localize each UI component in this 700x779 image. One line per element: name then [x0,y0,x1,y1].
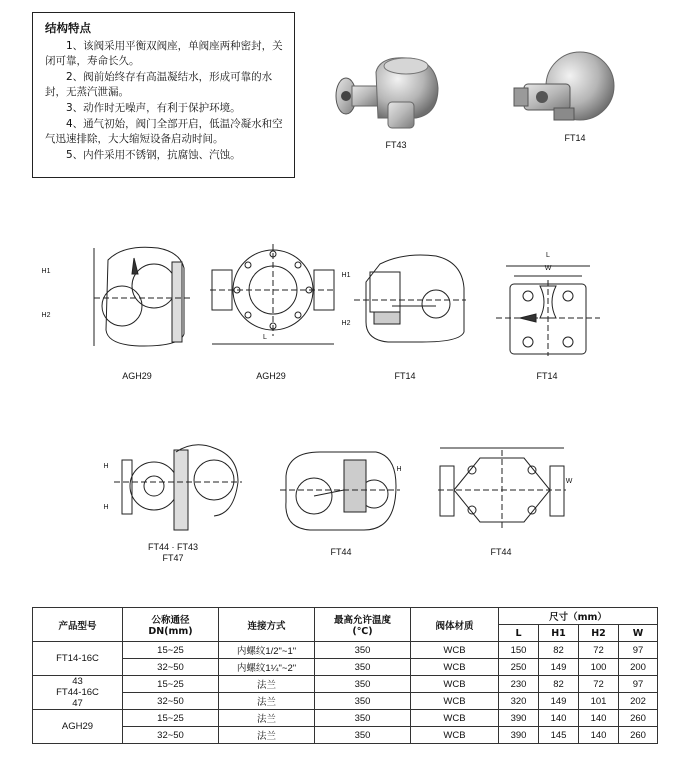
drawing-label-ft14-a: FT14 [394,371,416,381]
ft14-photo-label: FT14 [564,133,586,143]
mat-cell: WCB [411,710,499,727]
ft14-top-drawing [496,262,600,358]
model-cell [33,676,123,710]
table-row [33,710,658,727]
spec-table [32,607,658,744]
conn-cell: 法兰 [219,693,315,710]
agh29-section-drawing [84,238,194,350]
l-cell: 320 [499,693,539,710]
h1-cell: 149 [539,693,579,710]
header-material: 阀体材质 [411,608,499,642]
ft14-h1-label: H1 [341,272,351,279]
header-temp [315,608,411,642]
h1-cell: 82 [539,642,579,659]
drawing-label-agh29-b: AGH29 [256,371,286,381]
w-cell: 200 [619,659,658,676]
ft44-side-h-label: H [103,463,109,470]
table-row [33,659,658,676]
header-h2: H2 [579,625,619,642]
model-line: 47 [72,698,83,709]
w-cell: 202 [619,693,658,710]
conn-cell: 法兰 [219,710,315,727]
temp-cell: 350 [315,693,411,710]
header-dn-line1: 公称通径 [151,615,190,626]
ft43-photo [332,52,444,134]
conn-cell: 内螺纹1/2"~1" [219,642,315,659]
model-line: FT44-16C [56,687,99,698]
temp-cell: 350 [315,727,411,744]
h2-cell: 140 [579,710,619,727]
model-cell: FT14-16C [33,642,123,676]
conn-cell: 法兰 [219,727,315,744]
dn-cell: 32~50 [123,727,219,744]
l-cell: 150 [499,642,539,659]
header-dn-line2: DN(mm) [148,626,193,637]
agh29-h1-label: H1 [41,268,51,275]
l-cell: 390 [499,710,539,727]
header-temp-line1: 最高允许温度 [333,615,391,626]
feature-item-2: 2、阀前始终存有高温凝结水，形成可靠的水封，无蒸汽泄漏。 [45,70,273,99]
ft44-side-h-label-2: H [103,504,109,511]
conn-cell: 法兰 [219,676,315,693]
h2-cell: 101 [579,693,619,710]
ft43-photo-label: FT43 [385,140,407,150]
header-model: 产品型号 [33,608,123,642]
drawing-label-ft44-b: FT44 [330,547,352,557]
h1-cell: 82 [539,676,579,693]
dn-cell: 15~25 [123,642,219,659]
model-line: 43 [72,676,83,687]
mat-cell: WCB [411,659,499,676]
temp-cell: 350 [315,710,411,727]
temp-cell: 350 [315,676,411,693]
h2-cell: 140 [579,727,619,744]
features-box [32,12,295,178]
temp-cell: 350 [315,659,411,676]
model-cell: AGH29 [33,710,123,744]
ft44-side-drawing [114,442,242,534]
w-cell: 97 [619,676,658,693]
ft14-h2-label: H2 [341,320,351,327]
ft14-section-drawing [352,252,468,344]
table-row [33,642,658,659]
table-row [33,727,658,744]
l-cell: 390 [499,727,539,744]
header-size: 尺寸（mm） [499,608,658,625]
ft44-top-w-label: W [565,478,573,485]
drawing-label-ft44-ft43: FT44 · FT43 [147,542,198,552]
feature-item-3: 3、动作时无噪声，有利于保护环境。 [66,101,241,114]
drawing-label-ft47: FT47 [162,553,184,563]
table-row [33,693,658,710]
ft14-top-l-label: L [546,252,550,259]
feature-item-1: 1、该阀采用平衡双阀座，单阀座两种密封，关闭可靠，寿命长久。 [45,39,283,68]
drawing-label-agh29-a: AGH29 [122,371,152,381]
ft44-section-drawing [280,446,400,536]
h2-cell: 72 [579,642,619,659]
feature-item-4: 4、通气初始，阀门全部开启，低温冷凝水和空气迅速排除，大大缩短设备启动时间。 [45,117,283,146]
mat-cell: WCB [411,642,499,659]
ft14-top-w-label: W [544,265,552,272]
feature-item-5: 5、内件采用不锈钢，抗腐蚀、汽蚀。 [66,148,241,161]
dn-cell: 15~25 [123,676,219,693]
table-row [33,676,658,693]
temp-cell: 350 [315,642,411,659]
agh29-front-drawing [210,240,336,350]
header-temp-line2: (℃) [352,626,373,637]
header-l: L [499,625,539,642]
w-cell: 97 [619,642,658,659]
dn-cell: 32~50 [123,693,219,710]
header-w: W [619,625,658,642]
header-h1: H1 [539,625,579,642]
conn-cell: 内螺纹1¼"~2" [219,659,315,676]
h2-cell: 100 [579,659,619,676]
w-cell: 260 [619,710,658,727]
header-connection: 连接方式 [219,608,315,642]
l-cell: 230 [499,676,539,693]
l-cell: 250 [499,659,539,676]
agh29-l-label: L [263,334,267,341]
mat-cell: WCB [411,727,499,744]
features-title: 结构特点 [45,21,91,35]
h2-cell: 72 [579,676,619,693]
h1-cell: 149 [539,659,579,676]
dn-cell: 32~50 [123,659,219,676]
h1-cell: 140 [539,710,579,727]
ft44-section-h-label: H [396,466,402,473]
mat-cell: WCB [411,693,499,710]
header-dn [123,608,219,642]
mat-cell: WCB [411,676,499,693]
h1-cell: 145 [539,727,579,744]
dn-cell: 15~25 [123,710,219,727]
agh29-h2-label: H2 [41,312,51,319]
ft14-photo [510,50,622,126]
drawing-label-ft44-c: FT44 [490,547,512,557]
ft44-top-drawing [438,444,566,536]
drawing-label-ft14-b: FT14 [536,371,558,381]
w-cell: 260 [619,727,658,744]
